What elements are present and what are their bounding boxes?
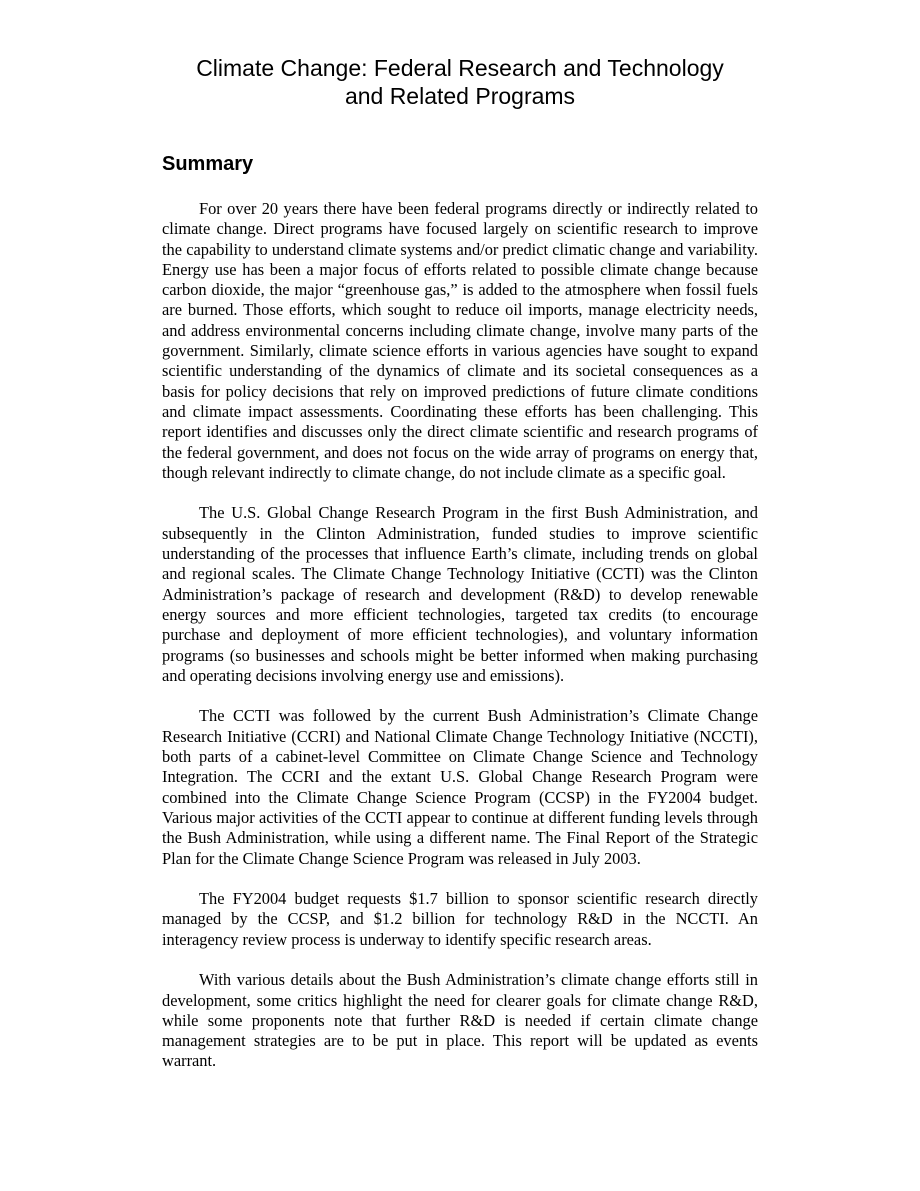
paragraph-2: The U.S. Global Change Research Program in the first Bush Administration, and subsequently in the Clinton Administration, funded studies to improve scientific understanding of the processes that influence Earth’s climate, including trends on global and regional scales. The Climate Change Technology Initiative (CCTI) was the Clinton Administration’s package of research and development (R&D) to develop renewable energy sources and more efficient technologies, targeted tax credits (to encourage purchase and deployment of more efficient technologies), and voluntary information programs (so businesses and schools might be better informed when making purchasing and operating decisions involving energy use and emissions). [162,503,758,685]
summary-body [162,199,758,1072]
paragraph-5: With various details about the Bush Administration’s climate change efforts still in development, some critics highlight the need for clearer goals for climate change R&D, while some proponents note that further R&D is needed if certain climate change management strategies are to be put in place. This report will be updated as events warrant. [162,970,758,1071]
paragraph-4: The FY2004 budget requests $1.7 billion to sponsor scientific research directly managed by the CCSP, and $1.2 billion for technology R&D in the NCCTI. An interagency review process is underway to identify specific research areas. [162,889,758,949]
document-page [162,54,758,1092]
paragraph-1: For over 20 years there have been federal programs directly or indirectly related to climate change. Direct programs have focused largely on scientific research to improve the capability to understand climate systems and/or predict climatic change and variability. Energy use has been a major focus of efforts related to possible climate change because carbon dioxide, the major “greenhouse gas,” is added to the atmosphere when fossil fuels are burned. Those efforts, which sought to reduce oil imports, manage electricity needs, and address environmental concerns including climate change, involve many parts of the government. Similarly, climate science efforts in various agencies have sought to expand scientific understanding of the dynamics of climate and its societal consequences as a basis for policy decisions that rely on improved predictions of future climate conditions and climate impact assessments. Coordinating these efforts has been challenging. This report identifies and discusses only the direct climate scientific and research programs of the federal government, and does not focus on the wide array of programs on energy that, though relevant indirectly to climate change, do not include climate as a specific goal. [162,199,758,482]
section-heading-summary: Summary [162,153,254,175]
document-title-line-2: and Related Programs [344,83,576,109]
document-title [162,54,758,110]
paragraph-3: The CCTI was followed by the current Bush Administration’s Climate Change Research Initiative (CCRI) and National Climate Change Technology Initiative (NCCTI), both parts of a cabinet-level Committee on Climate Change Science and Technology Integration. The CCRI and the extant U.S. Global Change Research Program were combined into the Climate Change Science Program (CCSP) in the FY2004 budget. Various major activities of the CCTI appear to continue at different funding levels through the Bush Administration, while using a different name. The Final Report of the Strategic Plan for the Climate Change Science Program was released in July 2003. [162,706,758,868]
document-title-line-1: Climate Change: Federal Research and Technology [196,55,724,81]
